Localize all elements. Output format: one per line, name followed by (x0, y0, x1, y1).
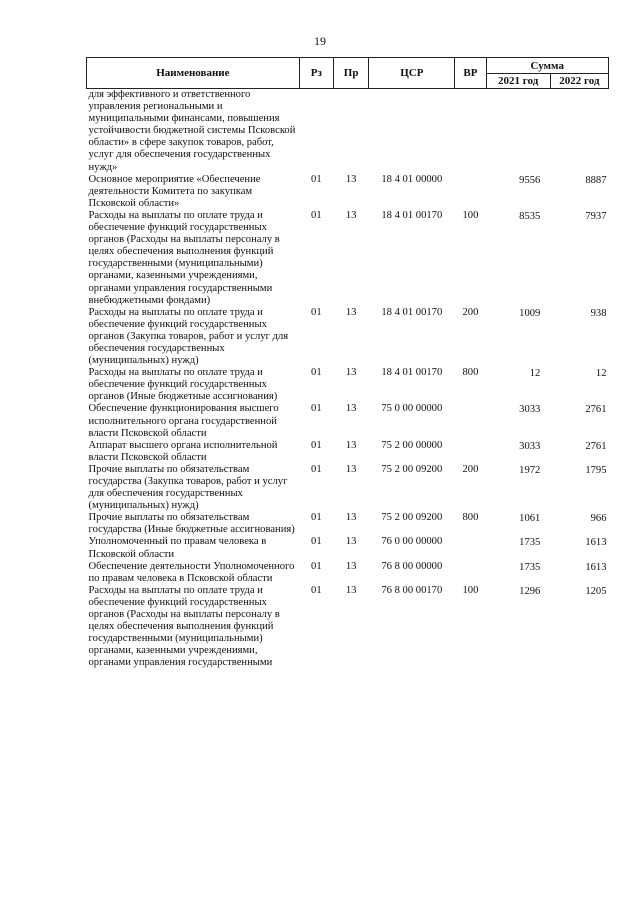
cell-sum-2021: 1296 (519, 585, 541, 597)
cell-pr: 13 (345, 560, 357, 572)
cell-csr: 76 8 00 00170 (381, 584, 443, 596)
header-name: Наименование (87, 58, 300, 89)
cell-csr: 75 2 00 09200 (381, 512, 443, 524)
cell-rz: 01 (311, 463, 322, 475)
table-row (87, 464, 609, 512)
cell-sum-2021: 3033 (519, 440, 541, 452)
cell-sum-2022: 938 (590, 307, 607, 319)
cell-sum-2022: 2761 (585, 440, 607, 452)
cell-vr (455, 561, 486, 585)
cell-name: Обеспечение деятельности Уполномоченного по правам человека в Псковской области (88, 560, 295, 584)
cell-rz: 01 (311, 584, 322, 596)
cell-sum-2022: 7937 (585, 210, 607, 222)
cell-name: Прочие выплаты по обязательствам государства (Иные бюджетные ассигнования) (88, 512, 295, 536)
cell-vr (455, 536, 486, 560)
cell-sum-2021: 3033 (519, 404, 541, 416)
cell-sum-2022: 1613 (585, 561, 607, 573)
cell-rz: 01 (311, 367, 322, 379)
table-row (87, 210, 609, 307)
cell-vr: 800 (462, 367, 479, 379)
cell-pr: 13 (345, 439, 357, 451)
cell-pr: 13 (345, 306, 357, 318)
cell-vr: 800 (462, 512, 479, 524)
table-row (87, 585, 609, 670)
cell-csr: 75 0 00 00000 (381, 403, 443, 415)
cell-name: Расходы на выплаты по оплате труда и обеспечение функций государственных органов (Расходы на выплаты персоналу в целях обеспечения выполнения функций государственными (муниципальными) органами, казенными учреждениями, органами управления государственными (88, 584, 280, 669)
cell-vr: 100 (462, 584, 479, 596)
cell-name: Расходы на выплаты по оплате труда и обеспечение функций государственных органов (Расходы на выплаты персоналу в целях обеспечения выполнения функций государственными (муниципальными) органами, казенными учреждениями, органами управления государственными внебюджетными фондами) (88, 209, 280, 306)
cell-sum-2021 (486, 89, 550, 174)
table-row (87, 440, 609, 464)
header-pr: Пр (333, 58, 368, 89)
cell-pr: 13 (345, 367, 357, 379)
cell-csr: 18 4 01 00170 (381, 306, 443, 318)
cell-name: Основное мероприятие «Обеспечение деятельности Комитета по закупкам Псковской области» (88, 173, 261, 209)
table-row (87, 536, 609, 560)
cell-sum-2021: 1735 (519, 561, 541, 573)
cell-pr: 13 (345, 403, 357, 415)
cell-name: Прочие выплаты по обязательствам государства (Закупка товаров, работ и услуг для обеспечения государственных (муниципальных) нужд) (88, 463, 288, 512)
cell-vr: 200 (462, 463, 479, 475)
cell-vr (455, 403, 486, 439)
cell-csr: 75 2 00 09200 (381, 463, 443, 475)
cell-name: Аппарат высшего органа исполнительной власти Псковской области (88, 439, 278, 463)
header-year-2022: 2022 год (550, 74, 608, 89)
cell-pr (333, 89, 368, 174)
cell-rz (299, 89, 333, 174)
cell-sum-2022: 1613 (585, 537, 607, 549)
cell-rz: 01 (311, 403, 322, 415)
cell-vr (455, 89, 486, 174)
cell-sum-2021: 1972 (519, 464, 541, 476)
cell-pr: 13 (345, 463, 357, 475)
table-row (87, 512, 609, 536)
cell-sum-2021: 1061 (519, 513, 541, 525)
cell-name: Уполномоченный по правам человека в Псковской области (88, 536, 267, 560)
cell-rz: 01 (311, 306, 322, 318)
cell-sum-2021: 1735 (519, 537, 541, 549)
cell-sum-2022: 1795 (585, 464, 607, 476)
cell-csr: 76 0 00 00000 (381, 536, 443, 548)
cell-sum-2022: 966 (590, 513, 607, 525)
cell-sum-2021: 1009 (519, 307, 541, 319)
table-row (87, 403, 609, 439)
cell-rz: 01 (311, 209, 322, 221)
header-sum: Сумма (486, 58, 609, 74)
cell-rz: 01 (311, 439, 322, 451)
page-number: 19 (314, 34, 326, 48)
header-csr: ЦСР (369, 58, 455, 89)
cell-csr: 18 4 01 00170 (381, 209, 443, 221)
table-body (87, 89, 609, 670)
cell-vr (455, 440, 486, 464)
cell-rz: 01 (311, 512, 322, 524)
cell-sum-2022 (550, 89, 608, 174)
cell-pr: 13 (345, 512, 357, 524)
cell-name: Обеспечение функционирования высшего исполнительного органа государственной власти Псковской области (88, 403, 279, 439)
cell-vr: 200 (462, 306, 479, 318)
header-rz: Рз (299, 58, 333, 89)
cell-csr: 18 4 01 00000 (381, 173, 443, 185)
cell-pr: 13 (345, 173, 357, 185)
cell-pr: 13 (345, 209, 357, 221)
budget-table (86, 57, 609, 670)
cell-sum-2022: 1205 (585, 585, 607, 597)
table-row (87, 174, 609, 210)
cell-pr: 13 (345, 536, 357, 548)
cell-sum-2021: 12 (529, 368, 541, 380)
cell-csr: 18 4 01 00170 (381, 367, 443, 379)
header-year-2021: 2021 год (486, 74, 550, 89)
cell-csr (369, 89, 455, 174)
cell-vr: 100 (462, 209, 479, 221)
cell-rz: 01 (311, 560, 322, 572)
cell-name: Расходы на выплаты по оплате труда и обеспечение функций государственных органов (Закупка товаров, работ и услуг для обеспечения государственных (муниципальных) нужд) (88, 306, 289, 367)
cell-name: Расходы на выплаты по оплате труда и обеспечение функций государственных органов (Иные бюджетные ассигнования) (88, 367, 278, 403)
cell-csr: 76 8 00 00000 (381, 560, 443, 572)
cell-rz: 01 (311, 173, 322, 185)
table-row (87, 307, 609, 367)
cell-sum-2021: 8535 (519, 210, 541, 222)
table-row (87, 561, 609, 585)
cell-sum-2022: 12 (595, 368, 607, 380)
cell-pr: 13 (345, 584, 357, 596)
cell-sum-2022: 2761 (585, 404, 607, 416)
table-row (87, 89, 609, 174)
cell-rz: 01 (311, 536, 322, 548)
cell-vr (455, 174, 486, 210)
cell-sum-2022: 8887 (585, 174, 607, 186)
cell-csr: 75 2 00 00000 (381, 439, 443, 451)
header-vr: ВР (455, 58, 486, 89)
cell-sum-2021: 9556 (519, 174, 541, 186)
cell-name: для эффективного и ответственного управления региональными и муниципальными финансами, повышения устойчивости бюджетной системы Псковской области» в сфере закупок товаров, работ, услуг для обеспечения государственных нужд» (88, 89, 296, 173)
table-header (87, 58, 609, 89)
table-row (87, 367, 609, 403)
